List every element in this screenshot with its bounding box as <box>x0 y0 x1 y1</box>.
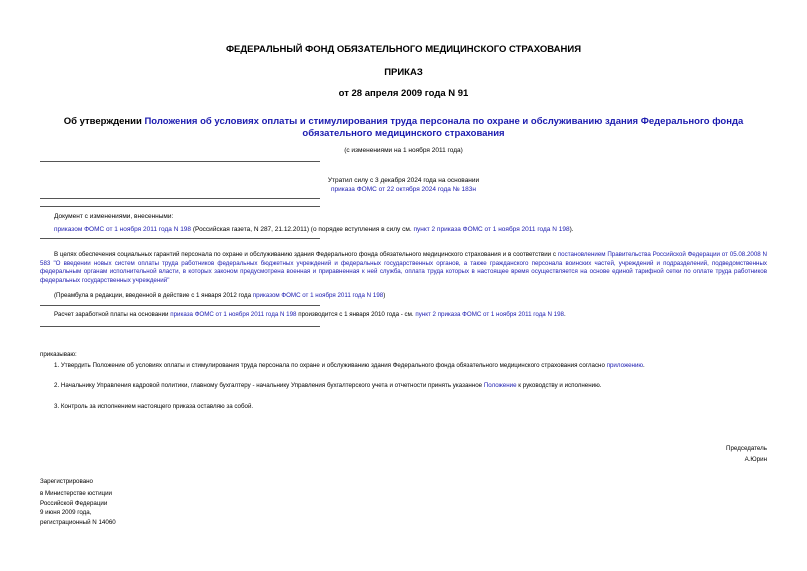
divider <box>40 305 320 306</box>
item-2-text: 2. Начальнику Управления кадровой политики, главному бухгалтеру - начальнику Управления бухгалтерского учета и отчетности принять указанное <box>54 382 484 389</box>
registration-line: Зарегистрировано <box>40 478 93 485</box>
amend-link-2[interactable]: пункт 2 приказа ФОМС от 1 ноября 2011 года N 198 <box>413 226 570 233</box>
registration <box>40 477 116 527</box>
item-1-text: 1. Утвердить Положение об условиях оплаты и стимулирования труда персонала по охране и обслуживанию здания Федерального фонда обязательного медицинского страхования согласно <box>54 362 607 369</box>
order-item-3 <box>54 403 767 412</box>
calc-text-3: . <box>563 311 566 318</box>
signature-role: Председатель <box>726 445 767 452</box>
amend-text-1: (Российская газета, N 287, 21.12.2011) (о порядке вступления в силу см. <box>191 226 414 233</box>
expired-notice <box>0 176 807 194</box>
order-word: приказываю: <box>40 351 77 358</box>
order-item-2 <box>54 382 767 391</box>
amend-line <box>54 225 774 234</box>
calc-link-1[interactable]: приказа ФОМС от 1 ноября 2011 года N 198 <box>170 311 297 318</box>
amend-label: Документ с изменениями, внесенными: <box>54 213 174 220</box>
preamble-link[interactable]: постановлением Правительства Российской Федерации от 05.08.2008 N 583 "О введении новых систем оплаты труда работников федеральных бюджетных учреждений и федеральных государственных органов, а также гражданского персонала воинских частей, учреждений и подразделений, подведомственных федеральным органам исполнительной власти, в которых законом предусмотрена военная и приравненная к ней служба, оплата труда которых в настоящее время осуществляется на основе единой тарифной сетки по оплате труда работников федеральных государственных учреждений" <box>40 251 767 284</box>
item-1-link[interactable]: приложению <box>606 362 644 369</box>
order-item-1 <box>54 362 767 371</box>
item-1-end: . <box>643 362 645 369</box>
item-3-text: 3. Контроль за исполнением настоящего приказа оставляю за собой. <box>54 403 254 410</box>
divider <box>40 238 320 239</box>
amend-block <box>54 212 774 234</box>
divider <box>40 161 320 162</box>
title-link[interactable]: Положения об условиях оплаты и стимулирования труда персонала по охране и обслуживанию здания Федерального фонда обязательного медицинского страхования <box>144 116 744 139</box>
title-prefix: Об утверждении <box>63 116 145 127</box>
amend-text-2: ). <box>569 226 574 233</box>
signature <box>726 445 767 464</box>
preamble-note-text: (Преамбула в редакции, введенной в действие с 1 января 2012 года <box>54 292 253 299</box>
calc-link-2[interactable]: пункт 2 приказа ФОМС от 1 ноября 2011 года N 198 <box>415 311 564 318</box>
divider <box>40 198 320 199</box>
doc-date-number: от 28 апреля 2009 года N 91 <box>338 88 469 99</box>
preamble-note-end: ) <box>383 292 386 299</box>
signature-name: А.Юрин <box>744 455 767 463</box>
preamble-note-link[interactable]: приказом ФОМС от 1 ноября 2011 года N 198 <box>252 292 384 299</box>
changes-note: (с изменениями на 1 ноября 2011 года) <box>344 147 463 154</box>
registration-line: в Министерстве юстиции <box>40 490 113 498</box>
preamble <box>40 251 767 285</box>
calc-text-1: Расчет заработной платы на основании <box>54 311 171 318</box>
expired-link[interactable]: приказа ФОМС от 22 октября 2024 года № 183н <box>331 186 476 193</box>
registration-line: Российской Федерации <box>40 499 108 507</box>
registration-line: 9 июня 2009 года, <box>40 509 92 517</box>
preamble-text: В целях обеспечения социальных гарантий персонала по охране и обслуживанию здания Федерального фонда обязательного медицинского страхования и в соответствии с <box>54 251 558 258</box>
divider <box>40 326 320 327</box>
divider <box>40 206 320 207</box>
item-2-end: к руководству и исполнению. <box>516 382 602 389</box>
item-2-link[interactable]: Положение <box>483 382 517 389</box>
calc-text-2: производится с 1 января 2010 года - см. <box>296 311 416 318</box>
preamble-note <box>54 292 767 301</box>
doc-title <box>40 116 767 140</box>
registration-line: регистрационный N 14060 <box>40 518 116 526</box>
amend-link-1[interactable]: приказом ФОМС от 1 ноября 2011 года N 198 <box>54 226 192 233</box>
org-title: ФЕДЕРАЛЬНЫЙ ФОНД ОБЯЗАТЕЛЬНОГО МЕДИЦИНСКОГО СТРАХОВАНИЯ <box>225 44 582 55</box>
expired-text: Утратил силу с 3 декабря 2024 года на основании <box>327 177 480 184</box>
doc-type: ПРИКАЗ <box>384 67 423 78</box>
calc-note <box>54 311 767 320</box>
